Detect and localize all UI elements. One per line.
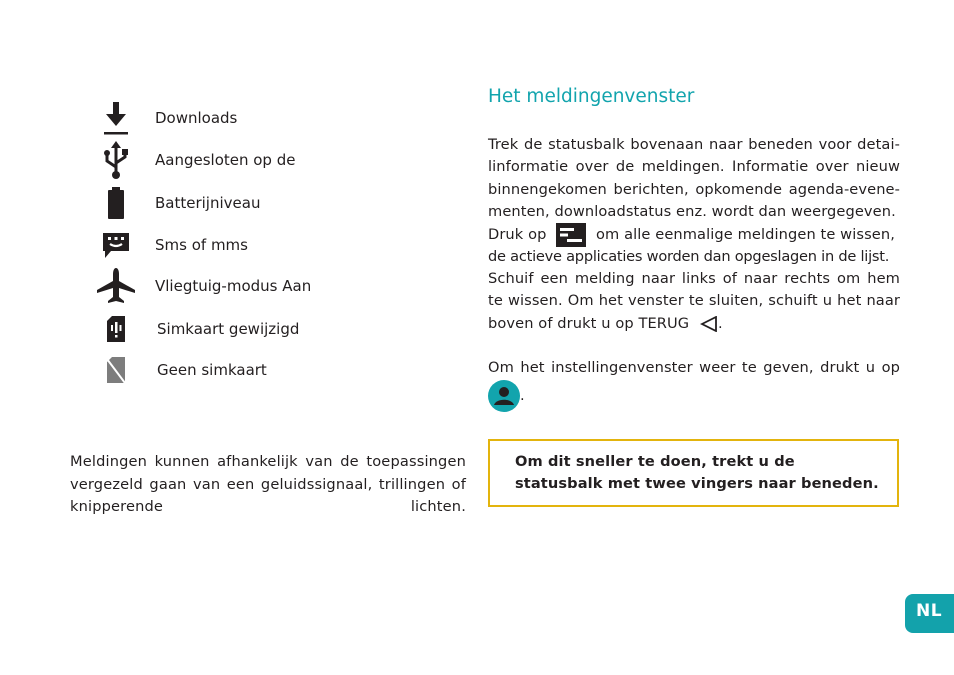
usb-icon [96,140,136,180]
paragraph-line: menten, downloadstatus enz. wordt dan weergegeven. [488,203,896,220]
status-icon-label: Sms of mms [155,236,248,254]
status-icon-row [96,350,356,390]
back-icon [700,316,718,332]
status-icon-row [96,98,356,138]
status-icon-label: Downloads [155,109,238,127]
download-icon [96,98,136,138]
paragraph-line [488,223,900,245]
paragraph-line: Trek de statusbalk bovenaan naar beneden voor detai- [488,136,900,153]
status-icon-label: Batterijniveau [155,194,261,212]
clear-notifications-icon [556,223,586,247]
status-icon-label: Aangesloten op de [155,151,296,169]
notification-info-paragraph: Meldingen kunnen afhankelijk van de toepassingen vergezeld gaan van een geluidssignaal, trillingen of knipperende lichten. [70,453,466,515]
paragraph-line: Om het instellingenvenster weer te geven, drukt u op [488,359,900,376]
paragraph-text: om alle eenmalige meldingen te wissen, [595,226,895,243]
battery-icon [96,183,136,223]
status-icon-row [96,183,356,223]
status-icon-label: Geen simkaart [157,361,267,379]
paragraph-line: linformatie over de meldingen. Informatie over nieuw [488,158,900,175]
paragraph-text: . [520,387,525,404]
sms-icon [96,225,136,265]
paragraph-line: binnengekomen berichten, opkomende agenda-evene- [488,181,900,198]
language-tab [905,594,954,633]
paragraph-text: boven of drukt u op TERUG [488,315,690,332]
status-icon-row [96,309,356,349]
paragraph-line: te wissen. Om het venster te sluiten, schuift u het naar [488,292,900,309]
sim-changed-icon [96,309,136,349]
status-icon-label: Simkaart gewijzigd [157,320,300,338]
airplane-icon [96,266,136,306]
paragraph-line: de actieve applicaties worden dan opgeslagen in de lijst. [488,248,890,265]
paragraph-text: . [717,315,723,332]
tip-box [488,439,899,507]
status-icon-row [96,225,356,265]
paragraph-line [488,380,900,412]
paragraph-line [488,313,900,335]
status-icon-label: Vliegtuig-modus Aan [155,277,312,295]
paragraph-line: Schuif een melding naar links of naar rechts om hem [488,270,900,287]
language-tab-label: NL [916,601,943,621]
status-icon-row [96,140,356,180]
paragraph-text: Druk op [488,226,547,243]
section-title: Het meldingenvenster [488,86,695,107]
no-sim-icon [96,350,136,390]
tip-text: Om dit sneller te doen, trekt u de statusbalk met twee vingers naar beneden. [515,453,879,492]
status-icon-row [96,266,356,306]
settings-avatar-icon [488,380,520,412]
